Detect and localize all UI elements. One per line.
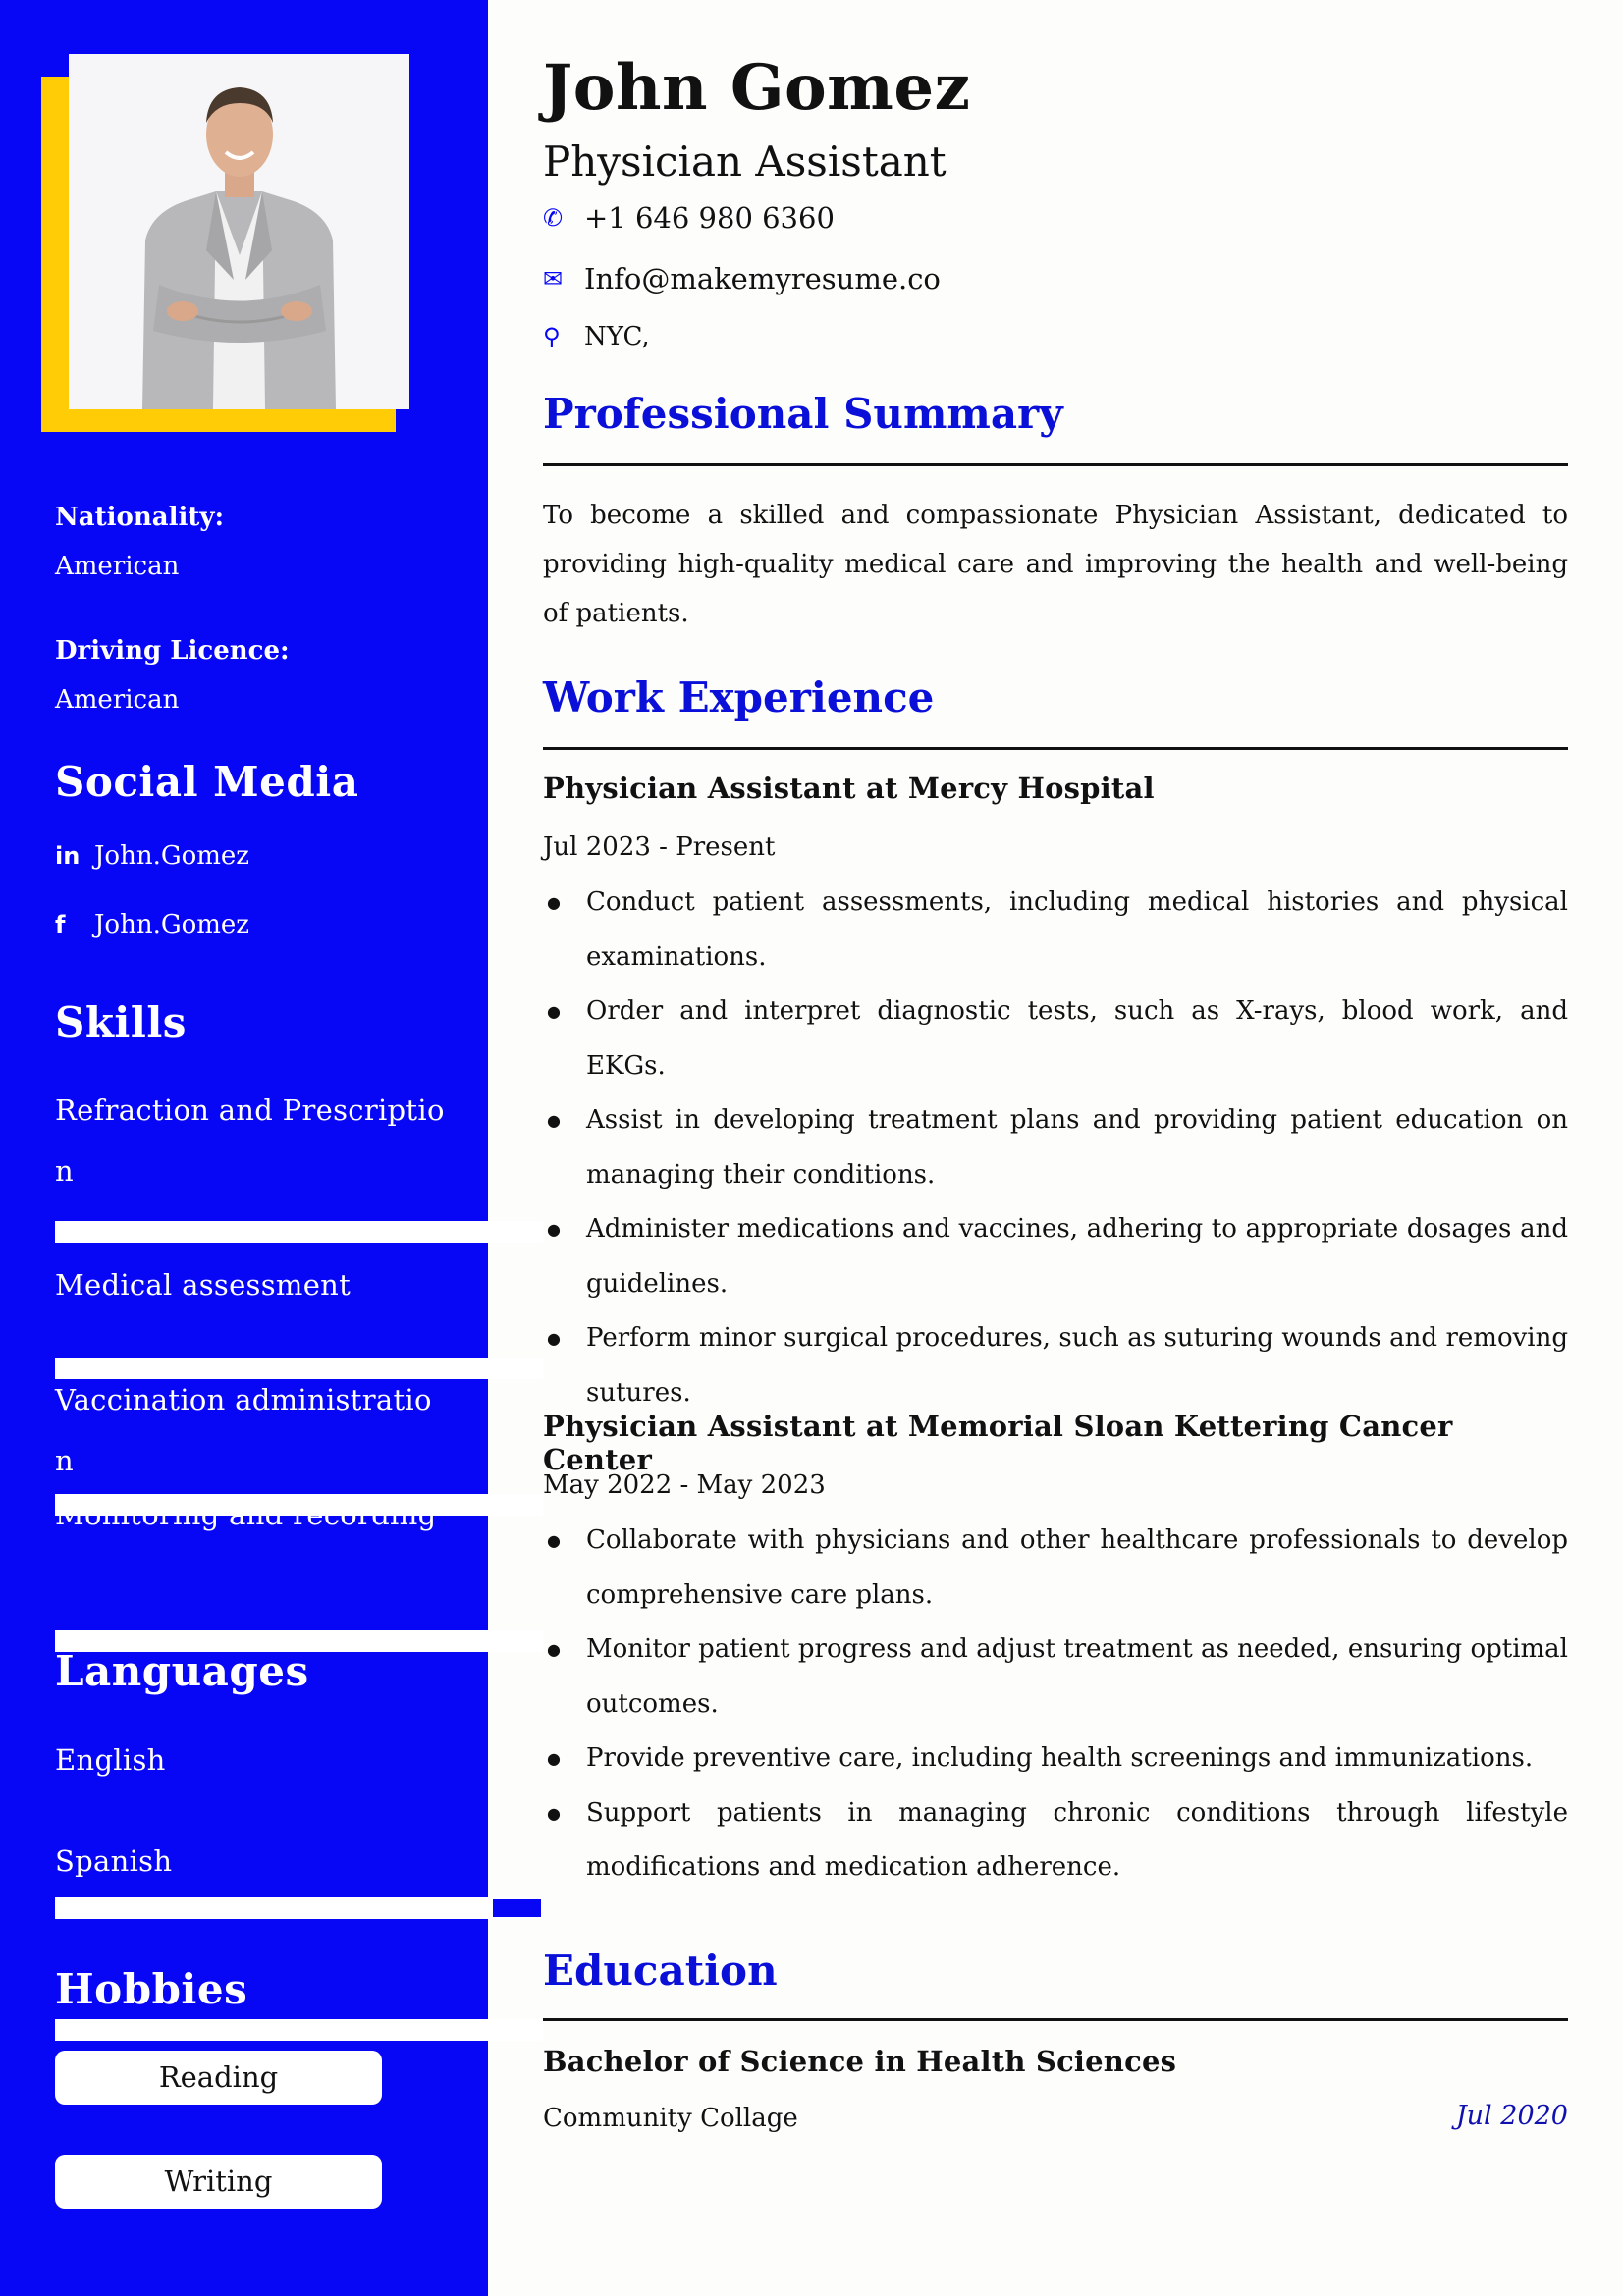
divider (543, 463, 1568, 466)
list-item: ● Collaborate with physicians and other healthcare professionals to develop comprehensive care plans. (543, 1514, 1568, 1623)
job-1-bullets (543, 876, 1568, 1420)
skill-label: Vaccination administration (55, 1383, 432, 1477)
nationality-value: American (55, 552, 180, 581)
skill-item (55, 1080, 449, 1201)
job-1-title: Physician Assistant at Mercy Hospital (543, 772, 1155, 805)
languages-heading: Languages (55, 1647, 309, 1695)
driving-licence-block (55, 636, 449, 715)
facebook-handle: John.Gomez (94, 910, 249, 939)
envelope-icon: ✉ (543, 265, 564, 293)
job-1-dates: Jul 2023 - Present (543, 832, 776, 862)
list-item: ● Conduct patient assessments, including medical histories and physical examinations. (543, 876, 1568, 985)
linkedin-handle: John.Gomez (94, 841, 249, 871)
list-item: ● Order and interpret diagnostic tests, such as X-rays, blood work, and EKGs. (543, 985, 1568, 1094)
skills-heading: Skills (55, 998, 187, 1046)
skill-label: Monitoring and recording (55, 1498, 437, 1531)
skill-item (55, 1255, 449, 1315)
hobby-pill: Reading (55, 2051, 382, 2105)
sidebar (0, 0, 488, 2296)
school-name: Community Collage (543, 2104, 798, 2133)
hobby-pill: Writing (55, 2155, 382, 2209)
education-date: Jul 2020 (1455, 2101, 1568, 2131)
skill-item (55, 1369, 449, 1491)
skill-item (55, 1484, 449, 1545)
language-item (55, 1831, 449, 1892)
summary-text: To become a skilled and compassionate Physician Assistant, dedicated to providing high-quality medical care and improving the health and well-being of patients. (543, 501, 1568, 628)
nationality-block (55, 503, 449, 581)
job-2-title: Physician Assistant at Memorial Sloan Kettering Cancer Center (543, 1410, 1453, 1476)
social-item-linkedin[interactable] (55, 837, 449, 875)
profile-photo-frame (41, 54, 409, 432)
contact-phone[interactable] (543, 201, 835, 235)
phone-value: +1 646 980 6360 (584, 201, 835, 235)
map-pin-icon: ⚲ (543, 323, 561, 350)
nationality-label: Nationality: (55, 503, 225, 532)
location-value: NYC, (584, 322, 650, 351)
skill-label: Refraction and Prescription (55, 1094, 445, 1188)
contact-location (543, 322, 650, 351)
language-label: English (55, 1743, 166, 1777)
list-item: ● Monitor patient progress and adjust treatment as needed, ensuring optimal outcomes. (543, 1623, 1568, 1732)
driving-licence-label: Driving Licence: (55, 636, 290, 666)
job-2-bullets (543, 1514, 1568, 1896)
linkedin-icon: in (55, 842, 81, 870)
degree-title: Bachelor of Science in Health Sciences (543, 2045, 1177, 2078)
profile-photo (69, 54, 409, 409)
hobbies-heading: Hobbies (55, 1965, 248, 2013)
language-bar-fill (57, 1899, 493, 1917)
language-bar (55, 2019, 543, 2041)
list-item: ● Provide preventive care, including health screenings and immunizations. (543, 1732, 1568, 1787)
driving-licence-value: American (55, 685, 180, 715)
social-item-facebook[interactable] (55, 906, 449, 943)
social-media-heading: Social Media (55, 758, 359, 806)
language-item (55, 1730, 449, 1790)
education-heading: Education (543, 1947, 778, 1995)
job-title: Physician Assistant (543, 137, 947, 186)
email-value: Info@makemyresume.co (584, 262, 941, 295)
language-bar (55, 1897, 543, 1919)
divider (543, 747, 1568, 750)
list-item: ● Support patients in managing chronic conditions through lifestyle modifications and medication adherence. (543, 1787, 1568, 1896)
summary-heading: Professional Summary (543, 390, 1063, 438)
list-item: ● Assist in developing treatment plans and providing patient education on managing their conditions. (543, 1094, 1568, 1202)
divider (543, 2018, 1568, 2021)
experience-heading: Work Experience (543, 673, 935, 721)
phone-icon: ✆ (543, 204, 564, 232)
language-label: Spanish (55, 1844, 173, 1878)
social-list (55, 837, 449, 943)
skill-bar (55, 1221, 543, 1243)
candidate-name: John Gomez (543, 51, 971, 125)
job-2-dates: May 2022 - May 2023 (543, 1470, 826, 1500)
list-item: ● Administer medications and vaccines, adhering to appropriate dosages and guidelines. (543, 1202, 1568, 1311)
skill-label: Medical assessment (55, 1268, 352, 1302)
contact-email[interactable] (543, 262, 941, 295)
facebook-icon: f (55, 911, 66, 938)
list-item: ● Perform minor surgical procedures, such as suturing wounds and removing sutures. (543, 1311, 1568, 1420)
